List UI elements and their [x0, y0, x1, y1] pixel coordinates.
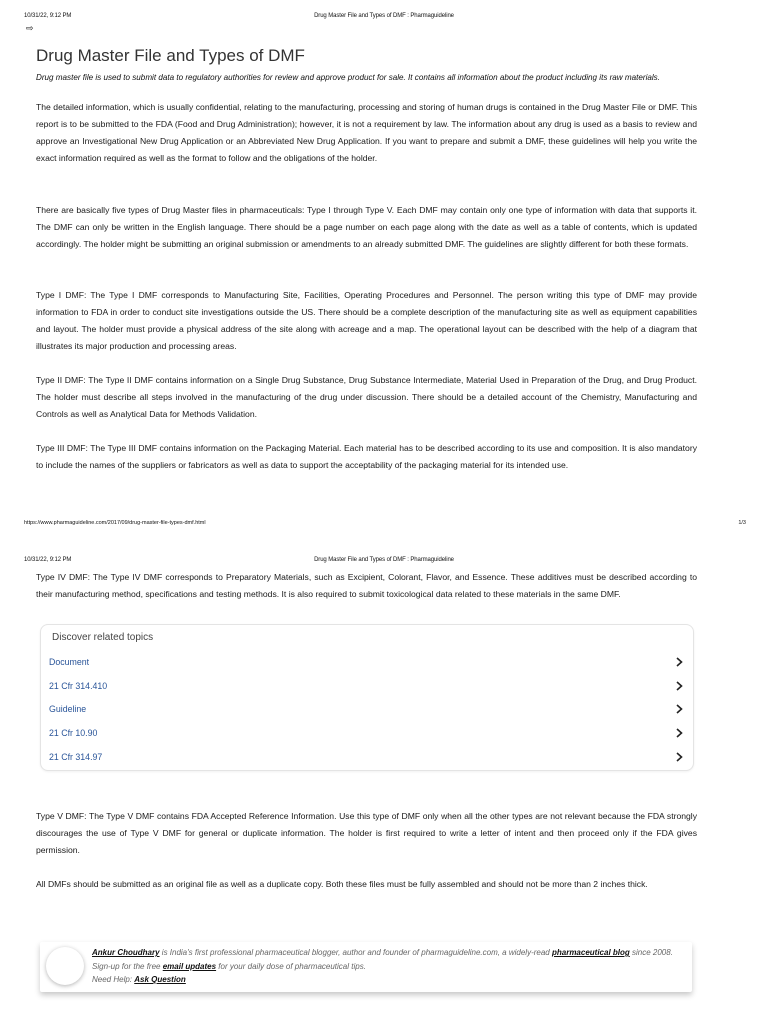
related-topics-panel	[40, 624, 694, 771]
page-number: 1/3	[738, 520, 746, 526]
print-title: Drug Master File and Types of DMF : Pharmaguideline	[314, 13, 454, 19]
chevron-right-icon	[673, 680, 685, 692]
author-bio	[92, 946, 682, 987]
article-intro: Drug master file is used to submit data to regulatory authorities for review and approve product for sale. It contains all information about the product including its raw materials.	[36, 73, 660, 82]
ask-question-link[interactable]: Ask Question	[134, 975, 186, 984]
article-body	[36, 46, 697, 66]
related-topics-heading: Discover related topics	[52, 632, 154, 643]
paragraph-type-iv: Type IV DMF: The Type IV DMF corresponds to Preparatory Materials, such as Excipient, Colorant, Flavor, and Essence. These additives must be described according to their manufacturing method, specifications and testing methods. It is also required to submit toxicological data related to these materials in the same DMF.	[36, 572, 697, 599]
print-title: Drug Master File and Types of DMF : Pharmaguideline	[314, 557, 454, 563]
chevron-right-icon	[673, 727, 685, 739]
topic-link-21-cfr-10-90[interactable]	[49, 724, 687, 744]
paragraph-block-3	[36, 287, 697, 355]
paragraph-type-ii: Type II DMF: The Type II DMF contains information on a Single Drug Substance, Drug Substance Intermediate, Material Used in Preparation of the Drug, and Drug Product. The holder must describe all steps involved in the manufacturing of the drug under discussion. There should be a detailed account of the Chemistry, Manufacturing and Controls as well as Analytical Data for Methods Validation.	[36, 375, 697, 419]
paragraph-dmf-overview: The detailed information, which is usually confidential, relating to the manufacturing, processing and storing of human drugs is contained in the Drug Master File or DMF. This report is to be submitted to the FDA (Food and Drug Administration); however, it is not a requirement by law. The information about any drug is used as a basis to review and approve an Investigational New Drug Application or an Abbreviated New Drug Application. If you want to prepare and submit a DMF, these guidelines will help you write the exact information required as well as the format to follow and the obligations of the holder.	[36, 102, 697, 163]
print-url: https://www.pharmaguideline.com/2017/09/drug-master-file-types-dmf.html	[24, 520, 206, 526]
topic-link-21-cfr-314-97[interactable]	[49, 748, 687, 768]
need-help-label: Need Help:	[92, 975, 135, 984]
chevron-right-icon	[673, 751, 685, 763]
topic-label: 21 Cfr 314.410	[49, 681, 108, 691]
author-name-link[interactable]: Ankur Choudhary	[92, 948, 160, 957]
email-updates-link[interactable]: email updates	[162, 961, 217, 971]
arrow-icon: ⇨	[26, 23, 34, 33]
author-bio-text: since 2008. Sign-up for the free	[92, 948, 673, 971]
print-datetime: 10/31/22, 9:12 PM	[24, 13, 72, 19]
topic-label: Guideline	[49, 704, 87, 714]
paragraph-submission: All DMFs should be submitted as an original file as well as a duplicate copy. Both these files must be fully assembled and should not be more than 2 inches thick.	[36, 879, 648, 889]
topic-link-guideline[interactable]	[49, 700, 687, 720]
paragraph-block-8	[36, 876, 697, 893]
avatar	[46, 947, 84, 985]
paragraph-type-v: Type V DMF: The Type V DMF contains FDA Accepted Reference Information. Use this type of DMF only when all the other types are not relevant because the FDA strongly discourages the use of Type V DMF for general or duplicate information. The holder is first required to write a letter of intent and then proceed only if the FDA gives permission.	[36, 811, 697, 855]
author-bio-text: for your daily dose of pharmaceutical tips.	[216, 961, 366, 971]
paragraph-block-6	[36, 569, 697, 603]
pharmaceutical-blog-link[interactable]: pharmaceutical blog	[551, 948, 630, 957]
print-header	[24, 13, 744, 25]
topic-label: 21 Cfr 10.90	[49, 728, 98, 738]
print-header-page-2	[24, 557, 744, 569]
chevron-right-icon	[673, 703, 685, 715]
topic-link-document[interactable]	[49, 653, 687, 673]
paragraph-dmf-types: There are basically five types of Drug Master files in pharmaceuticals: Type I through Type V. Each DMF may contain only one type of information with data that supports it. The DMF can only be written in the English language. There should be a page number on each page along with the date as well as a table of contents, which is updated accordingly. The holder might be submitting an original submission or amendments to an already submitted DMF. The guidelines are slightly different for both these formats.	[36, 205, 697, 249]
paragraph-block-7	[36, 808, 697, 859]
author-box	[40, 942, 692, 992]
paragraph-block-5	[36, 440, 697, 474]
article-title: Drug Master File and Types of DMF	[36, 46, 305, 65]
paragraph-type-iii: Type III DMF: The Type III DMF contains information on the Packaging Material. Each material has to be described according to its use and composition. It is also mandatory to include the names of the suppliers or fabricators as well as data to support the acceptability of the packaging material for its intended use.	[36, 443, 697, 470]
topic-label: Document	[49, 657, 90, 667]
paragraph-block-4	[36, 372, 697, 423]
paragraph-block-2	[36, 202, 697, 253]
print-footer	[24, 520, 746, 530]
paragraph-type-i: Type I DMF: The Type I DMF corresponds to Manufacturing Site, Facilities, Operating Procedures and Personnel. The person writing this type of DMF may provide information to FDA in order to conduct site investigations outside the US. There should be a complete description of the manufacturing site as well as equipment capabilities and layout. The holder must provide a physical address of the site along with acreage and a map. The operational layout can be described with the help of a diagram that illustrates its major production and processing areas.	[36, 290, 697, 351]
paragraph-block-1	[36, 99, 697, 167]
topic-label: 21 Cfr 314.97	[49, 752, 103, 762]
author-bio-text: is India's first professional pharmaceutical blogger, author and founder of pharmaguideline.com, a widely-read	[159, 948, 552, 957]
article-intro-block	[36, 72, 697, 84]
topic-link-21-cfr-314-410[interactable]	[49, 677, 687, 697]
chevron-right-icon	[673, 656, 685, 668]
print-datetime: 10/31/22, 9:12 PM	[24, 557, 72, 563]
